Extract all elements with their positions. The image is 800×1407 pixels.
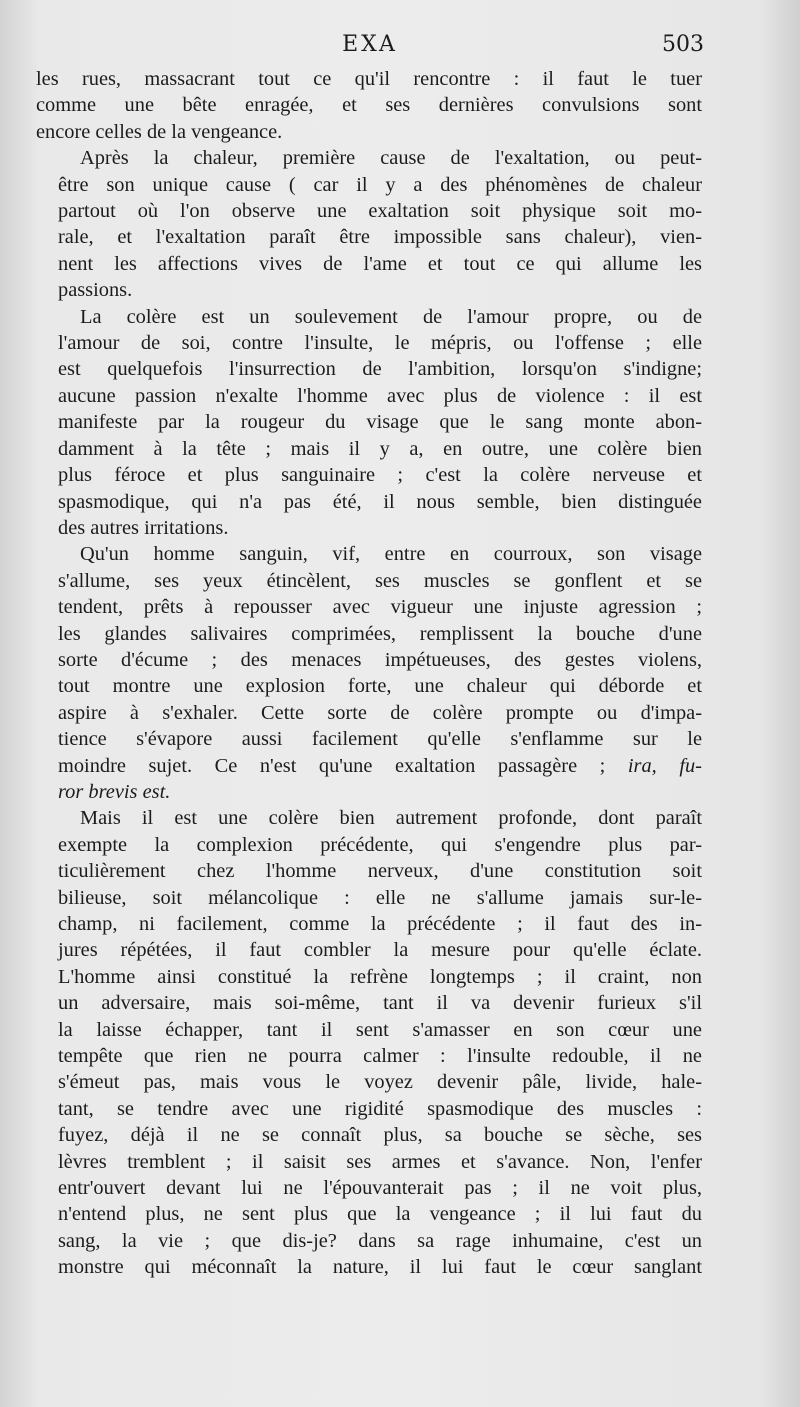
text-line: est quelquefois l'insurrection de l'ambition, lorsqu'on s'indigne; [58,358,702,381]
text-line: Après la chaleur, première cause de l'exaltation, ou peut- [80,147,702,170]
text-line: fuyez, déjà il ne se connaît plus, sa bouche se sèche, ses [58,1124,702,1147]
running-head [36,28,704,62]
text-line: sorte d'écume ; des menaces impétueuses, des gestes violens, [58,648,702,671]
text-line: s'émeut pas, mais vous le voyez devenir pâle, livide, hale- [58,1071,702,1094]
text-line: nent les affections vives de l'ame et tout ce qui allume les [58,252,702,275]
paragraph-4 [36,541,702,805]
text-line: les glandes salivaires comprimées, remplissent la bouche d'une [58,622,702,645]
text-line: rale, et l'exaltation paraît être impossible sans chaleur), vien- [58,226,702,249]
text-line: s'allume, ses yeux étincèlent, ses muscles se gonflent et se [58,569,702,592]
text-line: champ, ni facilement, comme la précédente ; il faut des in- [58,913,702,935]
text-line: moindre sujet. Ce n'est qu'une exaltation passagère ; ira, fu- [58,754,702,777]
text-line: manifeste par la rougeur du visage que le sang monte abon- [58,411,702,434]
text-line: Mais il est une colère bien autrement profonde, dont paraît [80,807,702,830]
paragraph-1 [36,66,702,145]
text-line: aucune passion n'exalte l'homme avec plus de violence : il est [58,384,702,407]
paragraph-2 [36,145,702,303]
text-line: tempête que rien ne pourra calmer : l'insulte redouble, il ne [58,1045,702,1068]
text-line: les rues, massacrant tout ce qu'il rencontre : il faut le tuer [36,68,702,90]
text-line: des autres irritations. [58,516,229,539]
text-line: bilieuse, soit mélancolique : elle ne s'allume jamais sur-le- [58,886,702,909]
text-line: n'entend plus, ne sent plus que la vengeance ; il lui faut du [58,1203,702,1226]
text-line: aspire à s'exhaler. Cette sorte de colère prompte ou d'impa- [58,701,702,724]
text-line: La colère est un soulevement de l'amour propre, ou de [80,305,702,328]
text-line: passions. [58,279,133,302]
text-line: être son unique cause ( car il y a des phénomènes de chaleur [58,173,702,196]
text-line: la laisse échapper, tant il sent s'amasser en son cœur une [58,1018,702,1041]
text-line: damment à la tête ; mais il y a, en outre, une colère bien [58,437,702,460]
body-text [36,66,702,1281]
text-line: exempte la complexion précédente, qui s'engendre plus par- [58,833,702,856]
text-line: monstre qui méconnaît la nature, il lui faut le cœur sanglant [58,1256,702,1279]
text-line: tendent, prêts à repousser avec vigueur une injuste agression ; [58,596,702,619]
text-line: plus féroce et plus sanguinaire ; c'est la colère nerveuse et [58,464,702,487]
text-line: lèvres tremblent ; il saisit ses armes et s'avance. Non, l'enfer [58,1150,702,1173]
text-line: l'amour de soi, contre l'insulte, le mépris, ou l'offense ; elle [58,332,702,355]
text-line: encore celles de la vengeance. [36,120,283,143]
running-title: EXA [342,32,398,57]
text-line: spasmodique, qui n'a pas été, il nous semble, bien distinguée [58,490,702,513]
text-line: Qu'un homme sanguin, vif, entre en courroux, son visage [80,543,702,566]
paragraph-3 [36,304,702,542]
text-line: tience s'évapore aussi facilement qu'elle s'enflamme sur le [58,728,702,751]
latin-phrase: ira, fu- [627,754,702,777]
text-line: comme une bête enragée, et ses dernières convulsions sont [36,94,702,117]
text-line: ticulièrement chez l'homme nerveux, d'une constitution soit [58,860,702,883]
text-line: L'homme ainsi constitué la refrène longtemps ; il craint, non [58,965,702,988]
text-line: jures répétées, il faut combler la mesure pour qu'elle éclate. [58,939,702,962]
page-number: 503 [662,32,704,57]
text-line: un adversaire, mais soi-même, tant il va devenir furieux s'il [58,992,702,1015]
text-line: entr'ouvert devant lui ne l'épouvanterait pas ; il ne voit plus, [58,1177,702,1200]
text-line: sang, la vie ; que dis-je? dans sa rage inhumaine, c'est un [58,1229,702,1252]
text-line: tout montre une explosion forte, une chaleur qui déborde et [58,675,702,698]
text-line: ror brevis est. [58,780,171,803]
text-line: partout où l'on observe une exaltation soit physique soit mo- [58,200,702,223]
paragraph-5 [36,805,702,1280]
text-line: tant, se tendre avec une rigidité spasmodique des muscles : [58,1097,702,1120]
